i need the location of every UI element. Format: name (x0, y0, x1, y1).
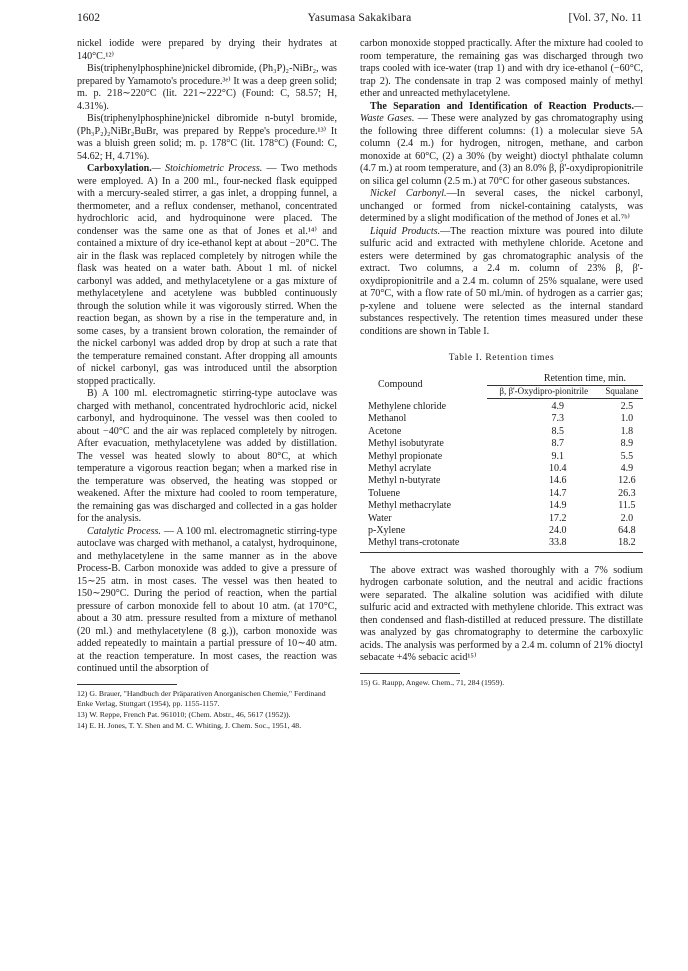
squalane-value-cell: 8.9 (620, 438, 634, 450)
compound-cell: Acetone (368, 425, 402, 437)
squalane-value-cell: 2.0 (620, 512, 634, 524)
oxy-value-cell: 24.0 (549, 524, 567, 536)
oxy-value-cell: 8.5 (551, 425, 565, 437)
column-header-retention: Retention time, min. (487, 373, 643, 386)
compound-cell: Toluene (368, 487, 401, 499)
liquid-products-text: —The reaction mixture was poured into dilute sulfuric acid and extracted with methylene chloride. Acetone and esters were determined by gas chromatographic analysis of the extract. Two columns, a 2.4 m. column of 23% β, β'-oxydipropionitrile and a 2.4 m. column of 25% squalane, were used at 70°C, with a flow rate of 50 ml./min. of hydrogen as a carrier gas; p-xylene and toluene were selected as the internal standard substances respectively. The retention times measured under these conditions are shown in Table I. (360, 225, 643, 337)
table-row (360, 398, 643, 413)
catalytic-text: — A 100 ml. electromagnetic stirring-type autoclave was charged with methanol, a catalyst, hydroquinone, and methylacetylene in the same manner as in the above Process-B. Carbon monoxide was added to give a pressure of 15∼25 atm. in most cases. The vessel was then heated to 150∼290°C. During the period of reaction, when the partial pressure of carbon monoxide fell to about 10 atm. (at 170°C, about a 30 atm. pressure resulted from a mixture of methanol (20 ml.) and methylacetylene (8 g.)), carbon monoxide was added repeatedly to maintain a partial pressure of 10∼40 atm. at the reaction temperature. In most cases, the reaction was continued until the absorption of (77, 525, 338, 674)
column-header-squalane: Squalane (601, 385, 643, 398)
table-row (360, 475, 643, 487)
subheading-waste-gases: —Waste Gases. (360, 100, 643, 124)
subheading-nickel-carbonyl: Nickel Carbonyl. (370, 188, 447, 199)
oxy-value-cell: 9.1 (551, 450, 565, 462)
nickel-carbonyl-text: —In several cases, the nickel carbonyl, unchanged or formed from nickel-containing catalysts, was determined by a slight modification of the method of Jones et al.⁷ᵇ⁾ (360, 188, 643, 224)
table-row (360, 438, 643, 450)
paragraph-liquid-products (360, 226, 643, 339)
page-number: 1602 (77, 12, 100, 24)
oxy-value-cell: 14.7 (549, 487, 567, 499)
oxy-value-cell: 14.6 (549, 475, 567, 487)
table-row (360, 513, 643, 525)
carboxylation-text: — Two methods were employed. A) In a 200 ml., four-necked flask equipped with a mercury-sealed stirrer, a gas inlet, a dropping funnel, a thermometer, and a reflux condenser, methanol, concentrated hydrochloric acid, and hydroquinone were placed. The condenser was the same one as that of Jones et al.¹⁴⁾ and contained a mixture of dry ice-ethanol kept at about −20°C. The air in the flask was replaced completely by nitrogen while the flask was heated on a water bath. About 1 ml. of nickel carbonyl was added, and methylacetylene or a gas mixture of methylacetylene and acetylene was bubbled continuously through the solution while it was vigorously stirred. When the reaction began, as shown by a rise in the temperature and, in some cases, by a transient brown coloration, the remainder of the nickel carbonyl was added drop by drop at such a rate that the temperature remained constant. After dropping all amounts of nickel carbonyl, gas was introduced until the absorption stopped practically. (77, 163, 338, 387)
compound-cell: Water (368, 512, 392, 524)
squalane-value-cell: 64.8 (618, 524, 636, 536)
footnote-12: 12) G. Brauer, "Handbuch der Präparativen Anorganischen Chemie," Ferdinand Enke Verlag, Stuttgart (1954), pp. 1155-1157. (77, 688, 326, 708)
footnote-14: 14) E. H. Jones, T. Y. Shen and M. C. Whiting, J. Chem. Soc., 1951, 48. (77, 720, 302, 730)
volume-info: [Vol. 37, No. 11 (568, 12, 642, 24)
oxy-value-cell: 33.8 (487, 537, 601, 552)
oxy-value-cell: 17.2 (549, 512, 567, 524)
subheading-stoichiometric: — Stoichiometric Process. (151, 163, 263, 174)
footnote-15: 15) G. Raupp, Angew. Chem., 71, 284 (1959). (360, 677, 505, 687)
squalane-value-cell: 26.3 (618, 487, 636, 499)
running-author: Yasumasa Sakakibara (307, 12, 412, 24)
squalane-value-cell: 1.8 (620, 425, 634, 437)
oxy-value-cell: 7.3 (551, 413, 565, 425)
oxy-value-cell: 14.9 (549, 500, 567, 512)
squalane-value-cell: 5.5 (620, 450, 634, 462)
right-column (360, 38, 643, 689)
oxy-value-cell: 8.7 (551, 438, 565, 450)
waste-gases-text: — These were analyzed by gas chromatography using the following three different columns: (1) a molecular sieve 5A column (2.4 m.) for hydrogen, nitrogen, methane, and carbon monoxide at 60°C, (2) a 30% (by weight) dioctyl phthalate column (4.7 m.) at room temperature, and (3) an 8.0% β, β'-oxydipropionitrile on silica gel column (2.5 m.) at 70°C for other gaseous substances. (360, 113, 643, 187)
footnote-divider (77, 684, 177, 685)
subheading-catalytic: Catalytic Process. (87, 525, 161, 537)
running-header (77, 12, 642, 30)
compound-cell: Methyl propionate (368, 450, 443, 462)
compound-cell: p-Xylene (368, 524, 406, 536)
table-row (360, 426, 643, 438)
retention-times-table (360, 373, 643, 553)
compound-cell: Methyl isobutyrate (368, 438, 444, 450)
compound-cell: Methyl trans-crotonate (360, 537, 487, 552)
table-row (360, 525, 643, 537)
squalane-value-cell: 18.2 (601, 537, 643, 552)
paragraph-continuation: carbon monoxide stopped practically. After the mixture had cooled to room temperature, the remaining gas was discharged through two traps cooled with ice-water (trap 1) and with dry ice-ethanol (−60°C, trap 2). The condensate in trap 2 was composed mainly of methyl ether and unreacted methylacetylene. (360, 38, 643, 99)
table-row (360, 488, 643, 500)
paragraph-nickel-dibromide: Bis(triphenylphosphine)nickel dibromide, (Ph₃P)₂-NiBr₂, was prepared by Yamamoto's procedure.³ᵉ⁾ It was a deep green solid; m. p. 218∼220°C (lit. 221∼222°C) (Found: C, 58.57; H, 4.31%). (77, 63, 337, 112)
paragraph-catalytic (77, 526, 337, 676)
column-header-compound: Compound (378, 379, 423, 391)
section-heading-carboxylation: Carboxylation. (87, 163, 152, 174)
paragraph-butyl-bromide: Bis(triphenylphosphine)nickel dibromide n-butyl bromide, (Ph₃P₂)₂NiBr₂BuBr, was prepared by Reppe's procedure.¹³⁾ It was a bluish green solid; m. p. 178°C (lit. 178°C) (Found: C, 54.62; H, 4.71%). (77, 113, 337, 162)
table-caption: Table I. Retention times (448, 353, 555, 363)
compound-cell: Methyl n-butyrate (368, 475, 441, 487)
squalane-value-cell: 2.5 (620, 400, 634, 412)
paragraph-separation (360, 101, 643, 189)
compound-cell: Methyl methacrylate (368, 500, 452, 512)
compound-cell: Methyl acrylate (368, 462, 432, 474)
table-row (360, 537, 643, 552)
oxy-value-cell: 10.4 (549, 462, 567, 474)
paragraph-nickel-iodide: nickel iodide were prepared by drying their hydrates at 140°C.¹²⁾ (77, 38, 337, 62)
squalane-value-cell: 12.6 (618, 475, 636, 487)
squalane-value-cell: 11.5 (618, 500, 636, 512)
oxy-value-cell: 4.9 (551, 400, 565, 412)
footnote-divider (360, 673, 460, 674)
section-heading-separation: The Separation and Identification of Reaction Products. (370, 100, 635, 112)
squalane-value-cell: 1.0 (620, 413, 634, 425)
table-row (360, 463, 643, 475)
paragraph-extract-washing: The above extract was washed thoroughly with a 7% sodium hydrogen carbonate solution, and the neutral and acidic fractions were separated. The alkaline solution was acidified with dilute sulfuric acid and extracted with methylene chloride. This extract was then condensed and flash-distilled at reduced pressure. The distillate was analyzed by gas chromatography to determine the carboxylic acids. The analysis was performed by a 2.4 m. column of 21% dioctyl sebacate +4% sebacic acid¹⁵⁾ (360, 564, 643, 664)
table-row (360, 451, 643, 463)
footnote-13: 13) W. Reppe, French Pat. 961010; (Chem. Abstr., 46, 5617 (1952)). (77, 709, 291, 719)
column-header-oxydipropionitrile: β, β'-Oxydipro-pionitrile (487, 385, 601, 398)
compound-cell: Methanol (368, 413, 407, 425)
table-row (360, 413, 643, 425)
compound-cell: Methylene chloride (368, 400, 447, 412)
paragraph-nickel-carbonyl (360, 188, 643, 226)
paragraph-carboxylation (77, 163, 337, 388)
left-column (77, 38, 337, 732)
paragraph-method-b: B) A 100 ml. electromagnetic stirring-type autoclave was charged with methanol, concentrated hydrochloric acid, nickel carbonyl, and hydroquinone. The vessel was then cooled to about −40°C and the air was replaced completely by nitrogen. After evacuation, methylacetylene was added by distillation. The vessel was heated slowly to about 80°C, at which temperature a vigorous reaction began; when a marked rise in the temperature was observed, the heating was stopped or weakened. After the mixture had cooled to room temperature, the remaining gas was discharged and collected in a gas holder for the analysis. (77, 388, 337, 524)
table-row (360, 500, 643, 512)
squalane-value-cell: 4.9 (620, 462, 634, 474)
subheading-liquid-products: Liquid Products. (370, 225, 441, 237)
